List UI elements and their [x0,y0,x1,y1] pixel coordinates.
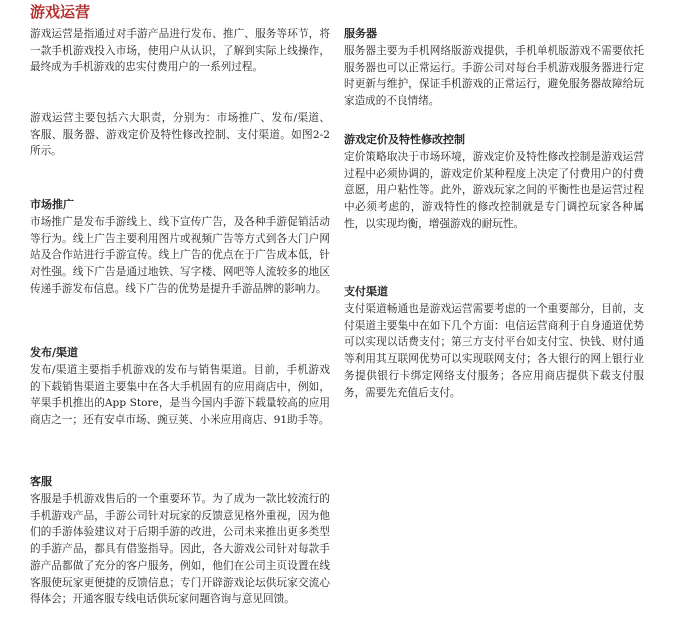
section-heading-service: 客服 [30,475,52,488]
section-heading-pricing: 游戏定价及特性修改控制 [344,133,465,146]
section-body-pricing: 定价策略取决于市场环境，游戏定价及特性修改控制是游戏运营过程中必须协调的，游戏定价某种程度上决定了付费用户的付费意愿，用户粘性等。此外，游戏玩家之间的平衡性也是运营过程中必须考虑的，游戏特性的修改控制就是专门调控玩家各种属性，以实现均衡，增强游戏的耐玩性。 [344,151,644,230]
section-heading-server: 服务器 [344,27,377,40]
section-body-market: 市场推广是发布手游线上、线下宣传广告，及各种手游促销活动等行为。线上广告主要利用图片或视频广告等方式到各大门户网站及合作站进行手游宣传。线上广告的优点在于广告成本低，针对性强。线下广告是通过地铁、写字楼、网吧等人流较多的地区传递手游发布信息。线下广告的优势是提升手游品牌的影响力。 [30,216,330,295]
section-body-server: 服务器主要为手机网络版游戏提供，手机单机版游戏不需要依托服务器也可以正常运行。手游公司对每台手机游戏服务器进行定时更新与维护，保证手机游戏的正常运行，避免服务器故障给玩家造成的不良情绪。 [344,45,644,108]
section-body-release: 发布/渠道主要指手机游戏的发布与销售渠道。目前，手机游戏的下载销售渠道主要集中在各大手机固有的应用商店中，例如，苹果手机推出的App Store，是当今国内手游下载量较高的应用商店之一；还有安卓市场、豌豆荚、小米应用商店、91助手等。 [30,364,330,427]
section-heading-release: 发布/渠道 [30,346,79,359]
section-heading-payment: 支付渠道 [344,285,388,298]
intro-paragraph-2: 游戏运营主要包括六大职责，分别为：市场推广、发布/渠道、客服、服务器、游戏定价及特性修改控制、支付渠道。如图2-2所示。 [30,112,330,158]
intro-paragraph-1: 游戏运营是指通过对手游产品进行发布、推广、服务等环节，将一款手机游戏投入市场，使用户从认识，了解到实际上线操作，最终成为手机游戏的忠实付费用户的一系列过程。 [30,28,330,74]
page-title: 游戏运营 [30,3,91,21]
section-body-service: 客服是手机游戏售后的一个重要环节。为了成为一款比较流行的手机游戏产品，手游公司针对玩家的反馈意见格外重视，因为他们的手游体验建议对于后期手游的改进，公司未来推出更多类型的手游产品，都具有借鉴指导。因此，各大游戏公司针对每款手游产品都做了充分的客户服务，例如，他们在公司主页设置在线客服使玩家更便捷的反馈信息；专门开辟游戏论坛供玩家交流心得体会；开通客服专线电话供玩家问题咨询与意见回馈。 [30,493,330,606]
section-heading-market: 市场推广 [30,198,74,211]
section-body-payment: 支付渠道畅通也是游戏运营需要考虑的一个重要部分，目前，支付渠道主要集中在如下几个方面：电信运营商利于自身通道优势可以实现以话费支付；第三方支付平台如支付宝、快钱、财付通等利用其互联网优势可以实现联网支付；各大银行的网上银行业务提供银行卡绑定网络支付服务；各应用商店提供下载支付服务，需要先充值后支付。 [344,303,644,399]
